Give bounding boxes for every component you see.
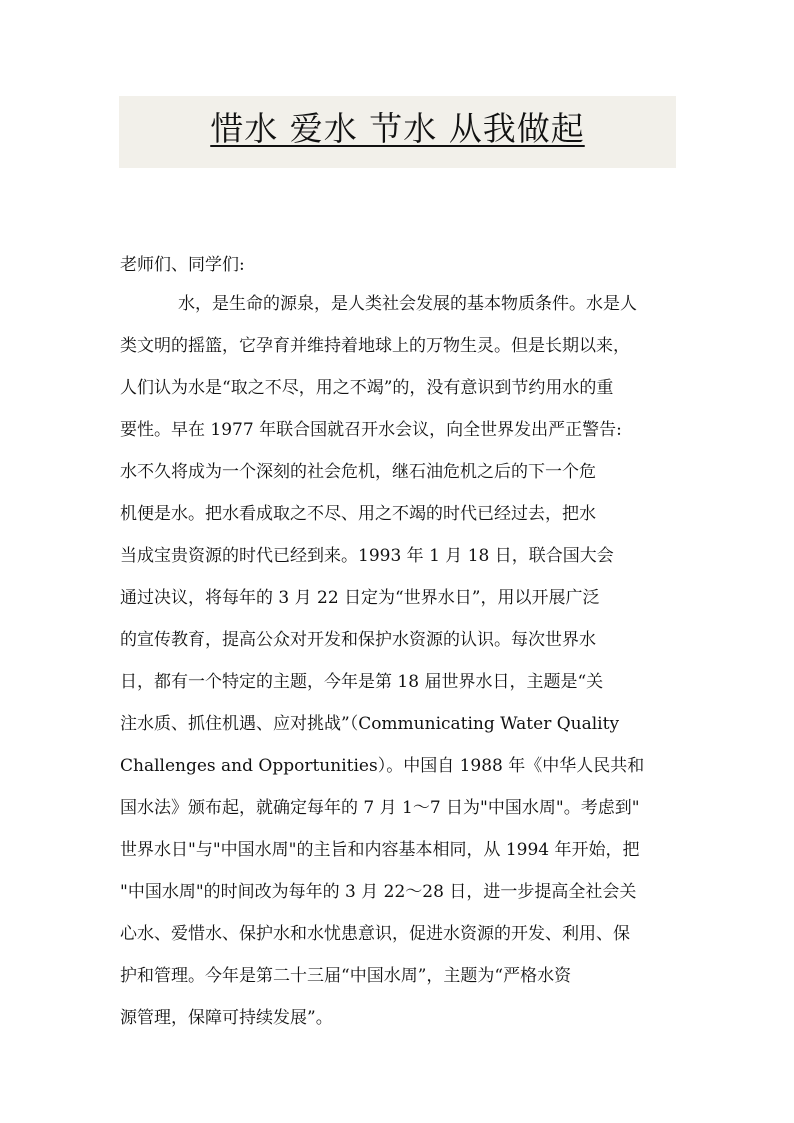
paragraph-line: Challenges and Opportunities）。中国自 1988 年《中华人民共和	[120, 756, 645, 776]
paragraph-line: 注水质、抓住机遇、应对挑战”（Communicating Water Quality	[120, 714, 620, 734]
paragraph-line: "中国水周"的时间改为每年的 3 月 22～28 日，进一步提高全社会关	[120, 882, 637, 902]
document-title: 惜水 爱水 节水 从我做起	[210, 109, 585, 148]
paragraph-line: 心水、爱惜水、保护水和水忧患意识，促进水资源的开发、利用、保	[120, 924, 630, 944]
paragraph-line: 世界水日"与"中国水周"的主旨和内容基本相同，从 1994 年开始，把	[120, 840, 640, 860]
paragraph-line: 类文明的摇篮，它孕育并维持着地球上的万物生灵。但是长期以来，	[120, 336, 630, 356]
paragraph-line: 日，都有一个特定的主题，今年是第 18 届世界水日，主题是“关	[120, 672, 604, 692]
paragraph-line: 护和管理。今年是第二十三届“中国水周”，主题为“严格水资	[120, 966, 572, 986]
salutation: 老师们、同学们:	[120, 255, 245, 275]
paragraph-line: 通过决议，将每年的 3 月 22 日定为“世界水日”，用以开展广泛	[120, 588, 600, 608]
paragraph-line: 人们认为水是“取之不尽，用之不竭”的，没有意识到节约用水的重	[120, 378, 614, 398]
paragraph-line: 要性。早在 1977 年联合国就召开水会议，向全世界发出严正警告:	[120, 420, 622, 440]
paragraph-line: 水不久将成为一个深刻的社会危机，继石油危机之后的下一个危	[120, 462, 596, 482]
paragraph-line: 的宣传教育，提高公众对开发和保护水资源的认识。每次世界水	[120, 630, 596, 650]
title-band	[119, 96, 676, 168]
paragraph-line: 当成宝贵资源的时代已经到来。1993 年 1 月 18 日，联合国大会	[120, 546, 614, 566]
paragraph-line: 水，是生命的源泉，是人类社会发展的基本物质条件。水是人	[178, 294, 637, 314]
paragraph-line: 机便是水。把水看成取之不尽、用之不竭的时代已经过去，把水	[120, 504, 596, 524]
paragraph-line: 源管理，保障可持续发展”。	[120, 1008, 333, 1028]
paragraph-line: 国水法》颁布起，就确定每年的 7 月 1～7 日为"中国水周"。考虑到"	[120, 798, 640, 818]
